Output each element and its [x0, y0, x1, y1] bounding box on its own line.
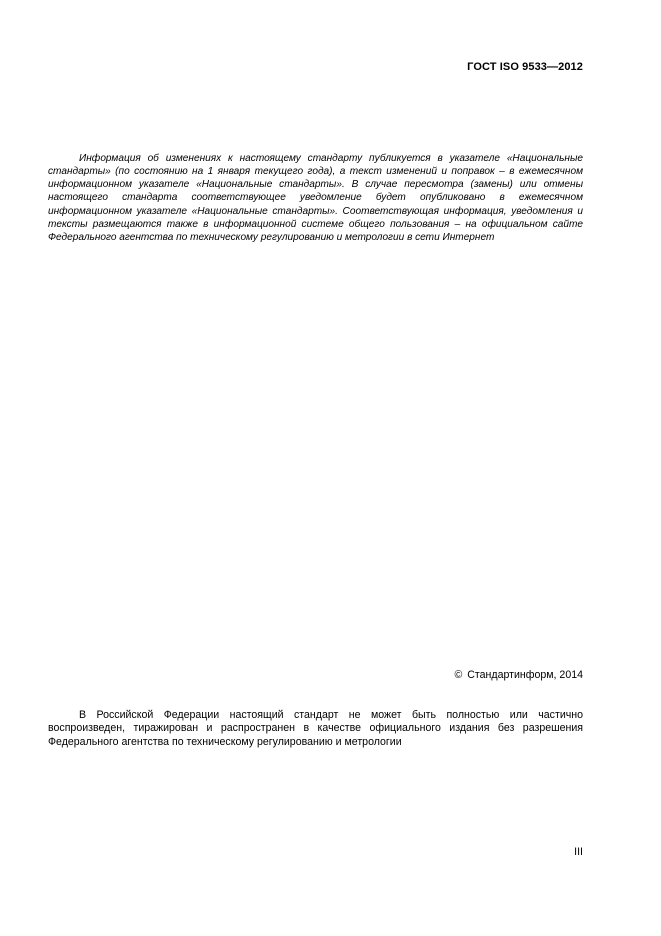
document-code: ГОСТ ISO 9533—2012 — [467, 61, 583, 73]
copyright-symbol: © — [454, 669, 463, 681]
copyright-line — [455, 669, 583, 681]
copyright-text: Стандартинформ, 2014 — [467, 669, 583, 681]
info-notice-paragraph: Информация об изменениях к настоящему стандарту публикуется в указателе «Национальные стандарты» (по состоянию на 1 января текущего года), а текст изменений и поправок – в ежемесячном информационном указателе «Национальные стандарты». В случае пересмотра (замены) или отмены настоящего стандарта соответствующее уведомление будет опубликовано в ежемесячном информационном указателе «Национальные стандарты». Соответствующая информация, уведомления и тексты размещаются также в информационной системе общего пользования – на официальном сайте Федерального агентства по техническому регулированию и метрологии в сети Интернет — [48, 153, 583, 243]
page-number: III — [574, 846, 583, 858]
reproduction-notice-paragraph: В Российской Федерации настоящий стандарт не может быть полностью или частично воспроизведен, тиражирован и распространен в качестве официального издания без разрешения Федерального агентства по техническому регулированию и метрологии — [48, 709, 583, 748]
